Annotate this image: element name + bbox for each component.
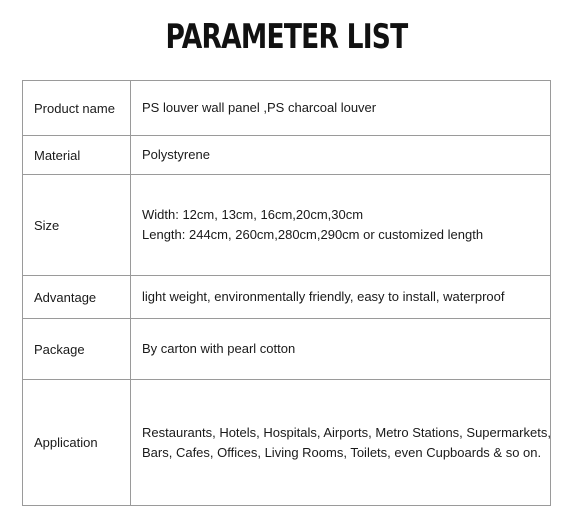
param-value-material: [131, 136, 551, 175]
param-value-size: [131, 175, 551, 276]
param-label-application: Application: [23, 380, 131, 506]
table-row: [23, 319, 551, 380]
value-line: By carton with pearl cotton: [142, 341, 296, 356]
param-label-material: Material: [23, 136, 131, 175]
param-label-product-name: Product name: [23, 81, 131, 136]
param-label-advantage: Advantage: [23, 276, 131, 319]
param-label-package: Package: [23, 319, 131, 380]
parameter-table: [22, 80, 551, 506]
value-line: Bars, Cafes, Offices, Living Rooms, Toilets, even Cupboards & so on.: [142, 444, 542, 460]
value-line: light weight, environmentally friendly, easy to install, waterproof: [142, 289, 505, 304]
param-value-product-name: [131, 81, 551, 136]
table-row: [23, 175, 551, 276]
value-line: Length: 244cm, 260cm,280cm,290cm or customized length: [142, 227, 484, 242]
page-title: PARAMETER LIST: [165, 17, 408, 57]
value-line: PS louver wall panel ,PS charcoal louver: [142, 100, 377, 115]
table-row: [23, 380, 551, 506]
table-row: [23, 276, 551, 319]
param-label-size: Size: [23, 175, 131, 276]
value-line: Restaurants, Hotels, Hospitals, Airports, Metro Stations, Supermarkets,: [142, 424, 551, 440]
value-line: Width: 12cm, 13cm, 16cm,20cm,30cm: [142, 207, 364, 222]
param-value-application: [131, 380, 551, 506]
table-row: [23, 136, 551, 175]
table-row: [23, 81, 551, 136]
value-line: Polystyrene: [142, 147, 210, 162]
param-value-package: [131, 319, 551, 380]
param-value-advantage: [131, 276, 551, 319]
